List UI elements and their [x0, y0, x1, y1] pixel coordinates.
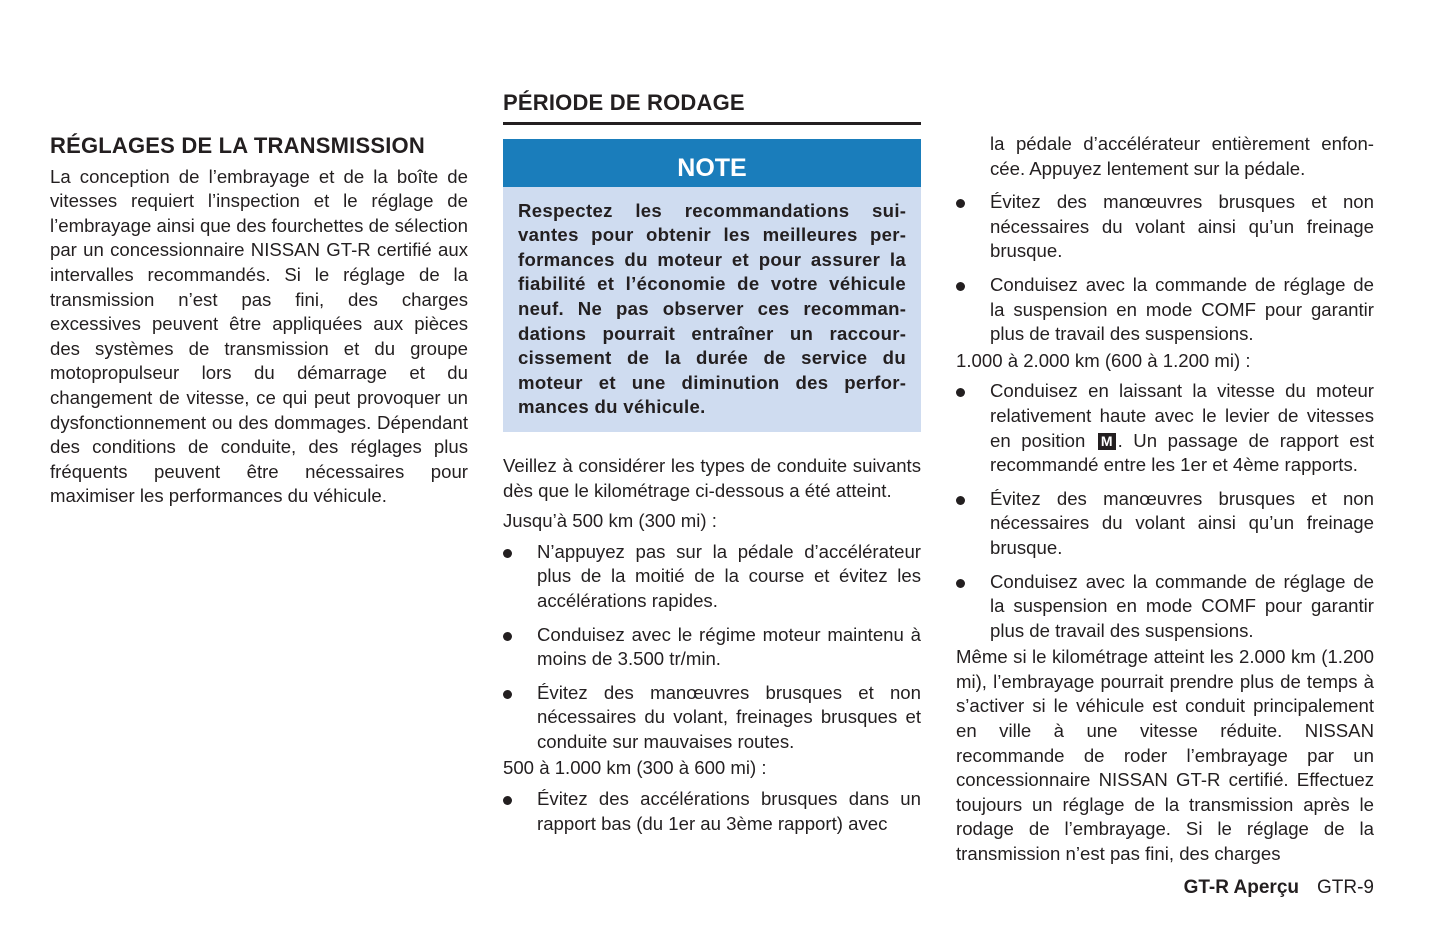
bullet-icon: [956, 579, 965, 588]
list-item-text: N’appuyez pas sur la pédale d’accélérateur plus de la moitié de la course et évitez les accélérations rapides.: [537, 540, 921, 611]
closing-paragraph: Même si le kilométrage atteint les 2.000 km (1.200 mi), l’embrayage pourrait prendre plus de temps à s’activer si le véhicule est conduit principalement en ville à une vitesse réduite. NISSAN recommande de roder l’embrayage par un concessionnaire NISSAN GT-R certifié. Effectuez toujours un réglage de la transmission après le rodage de l’embrayage. Si le réglage de la transmission n’est pas fini, des charges: [956, 646, 1374, 865]
range-label-1: Jusqu’à 500 km (300 mi) :: [503, 510, 717, 532]
bullet-icon: [503, 632, 512, 641]
list-item: [503, 681, 921, 755]
note-title: NOTE: [503, 139, 921, 187]
list-item-text: Conduisez avec la commande de réglage de la suspension en mode COMF pour garantir plus de travail des suspensions.: [990, 570, 1374, 641]
list-item: [503, 787, 921, 836]
manual-mode-m-icon: M: [1098, 433, 1116, 450]
list-item-text: Évitez des accélérations brusques dans un rapport bas (du 1er au 3ème rapport) avec: [537, 788, 921, 834]
list-item: [503, 540, 921, 614]
bullet-list-2: [503, 787, 921, 836]
transmission-paragraph: La conception de l’embrayage et de la boîte de vitesses requiert l’inspection et le réglage de l’embrayage ainsi que des fourchettes de sélection par un concessionnaire NISSAN GT-R certifié aux intervalles recommandés. Si le réglage de la transmission n’est pas fini, des charges excessives peuvent être appliquées aux pièces des systèmes de transmission et du groupe motopropulseur lors du démarrage et du changement de vitesse, ce qui peut provoquer un dysfonctionnement ou des dommages. Dépendant des conditions de conduite, des réglages plus fréquents peuvent être nécessaires pour maximiser les performances du véhicule.: [50, 165, 468, 507]
bullet-list-2-cont: [956, 190, 1374, 347]
list-item: [956, 190, 1374, 264]
column-transmission: [50, 134, 468, 509]
bullet-continuation: la pédale d’accélérateur entièrement enfoncée. Appuyez lentement sur la pédale.: [990, 133, 1374, 179]
bullet-icon: [503, 549, 512, 558]
range-label-3: 1.000 à 2.000 km (600 à 1.200 mi) :: [956, 349, 1251, 371]
column-break-in: [503, 91, 921, 845]
list-item-text: Évitez des manœuvres brusques et non nécessaires du volant ainsi qu’un freinage brusque.: [990, 487, 1374, 558]
page-number: GTR-9: [1317, 877, 1374, 898]
list-item-text: . Un passage de rapport est recommandé entre les 1er et 4ème rapports.: [990, 429, 1375, 476]
bullet-list-1: [503, 540, 921, 755]
list-item: [956, 570, 1374, 644]
list-item: [956, 487, 1374, 561]
intro-paragraph: Veillez à considérer les types de conduite suivants dès que le kilométrage ci-dessous a été atteint.: [503, 454, 921, 501]
list-item-text: Conduisez en laissant la vitesse du moteur relativement haute avec le levier de vitesses en position: [990, 380, 1374, 451]
note-box: [503, 139, 921, 432]
page-footer: [1184, 877, 1374, 899]
list-item-text: Conduisez avec le régime moteur maintenu à moins de 3.500 tr/min.: [537, 623, 921, 670]
section-heading-transmission: RÉGLAGES DE LA TRANSMISSION: [50, 133, 425, 158]
footer-section-name: GT-R Aperçu: [1183, 877, 1299, 898]
list-item-text: Évitez des manœuvres brusques et non nécessaires du volant ainsi qu’un freinage brusque.: [990, 191, 1374, 262]
list-item-text: Évitez des manœuvres brusques et non nécessaires du volant, freinages brusques et conduite sur mauvaises routes.: [537, 681, 921, 752]
list-item: [956, 379, 1374, 477]
range-label-2: 500 à 1.000 km (300 à 600 mi) :: [503, 757, 767, 779]
column-break-in-continued: [956, 132, 1374, 867]
bullet-icon: [503, 796, 512, 805]
list-item-text: Conduisez avec la commande de réglage de la suspension en mode COMF pour garantir plus de travail des suspensions.: [990, 273, 1374, 345]
bullet-list-3: [956, 379, 1374, 643]
bullet-icon: [956, 388, 965, 397]
section-heading-break-in: PÉRIODE DE RODAGE: [503, 91, 921, 125]
bullet-icon: [503, 690, 512, 699]
bullet-icon: [956, 199, 965, 208]
note-body: Respectez les recommandations suivantes pour obtenir les meilleures performances du moteur et pour assurer la fiabilité et l’économie de votre véhicule neuf. Ne pas observer ces recommandations pourrait entraîner un raccourcissement de la durée de service du moteur et une diminution des performances du véhicule.: [518, 199, 906, 418]
bullet-icon: [956, 496, 965, 505]
bullet-icon: [956, 282, 965, 291]
list-item: [503, 623, 921, 672]
list-item: [956, 273, 1374, 347]
